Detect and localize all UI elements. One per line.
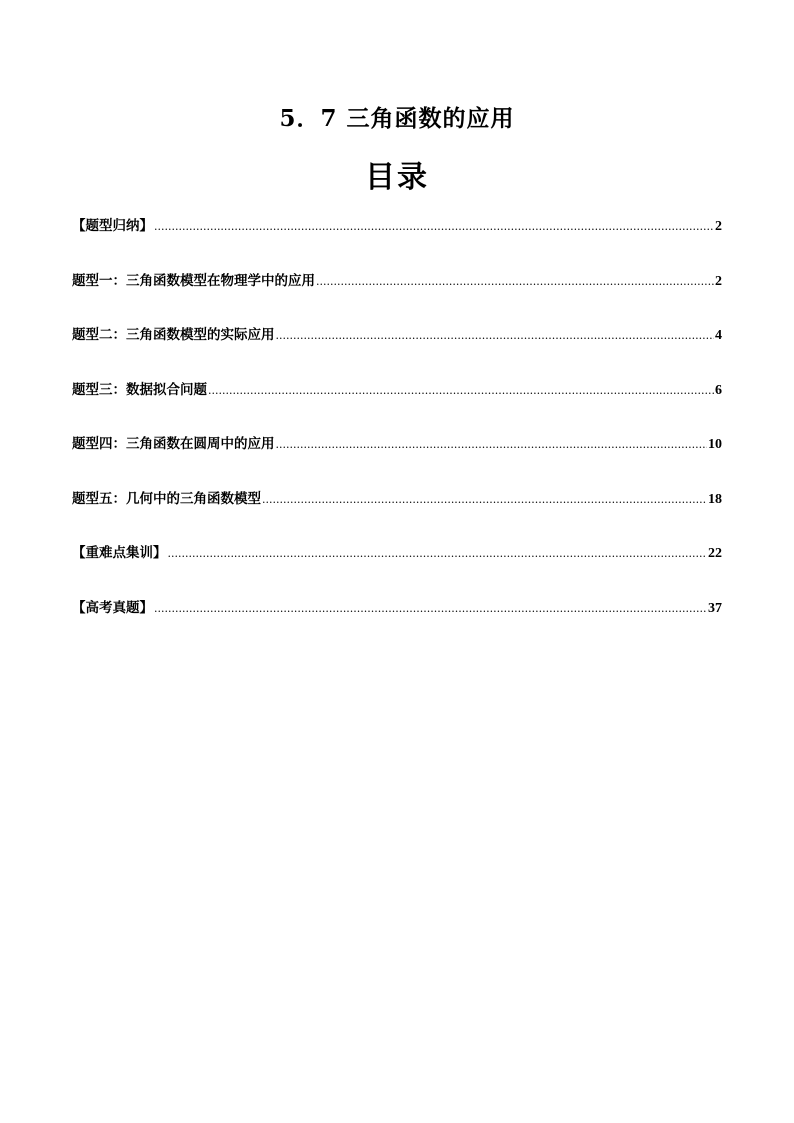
toc-entry-type-5[interactable] — [72, 489, 722, 544]
toc-entry-type-2[interactable] — [72, 325, 722, 380]
toc-entry-page-number: 22 — [708, 546, 722, 561]
dot-leader — [276, 326, 715, 346]
document-title: 5．7 三角函数的应用 — [279, 105, 515, 132]
toc-entry-page-number: 2 — [715, 219, 722, 234]
toc-entry-page-number: 4 — [715, 328, 722, 343]
toc-entry-label: 【高考真题】 — [72, 599, 153, 616]
toc-entry-label: 【题型归纳】 — [72, 218, 153, 234]
dot-leader — [262, 490, 707, 510]
dot-leader — [316, 272, 714, 292]
toc-entry-key-points-training[interactable] — [72, 543, 722, 598]
toc-entry-page-number: 10 — [708, 437, 722, 452]
table-of-contents — [72, 216, 722, 652]
dot-leader — [208, 381, 714, 401]
toc-entry-page-number: 2 — [715, 273, 722, 289]
dot-leader — [168, 544, 708, 564]
toc-entry-type-4[interactable] — [72, 434, 722, 489]
toc-entry-exam-questions[interactable] — [72, 598, 722, 653]
toc-entry-question-types[interactable] — [72, 216, 722, 271]
toc-entry-label: 【重难点集训】 — [72, 545, 167, 561]
toc-entry-type-1[interactable] — [72, 271, 722, 326]
toc-entry-label: 题型一：三角函数模型在物理学中的应用 — [72, 272, 315, 289]
toc-heading: 目录 — [365, 160, 429, 195]
dot-leader — [154, 599, 707, 619]
toc-entry-type-3[interactable] — [72, 380, 722, 435]
toc-entry-label: 题型二：三角函数模型的实际应用 — [72, 327, 275, 343]
toc-entry-label: 题型三：数据拟合问题 — [72, 381, 207, 398]
toc-entry-page-number: 18 — [708, 491, 722, 507]
dot-leader — [154, 217, 714, 237]
toc-entry-label: 题型四：三角函数在圆周中的应用 — [72, 436, 275, 452]
toc-entry-page-number: 37 — [708, 600, 722, 616]
toc-entry-page-number: 6 — [715, 382, 722, 398]
dot-leader — [276, 435, 708, 455]
toc-entry-label: 题型五：几何中的三角函数模型 — [72, 490, 261, 507]
